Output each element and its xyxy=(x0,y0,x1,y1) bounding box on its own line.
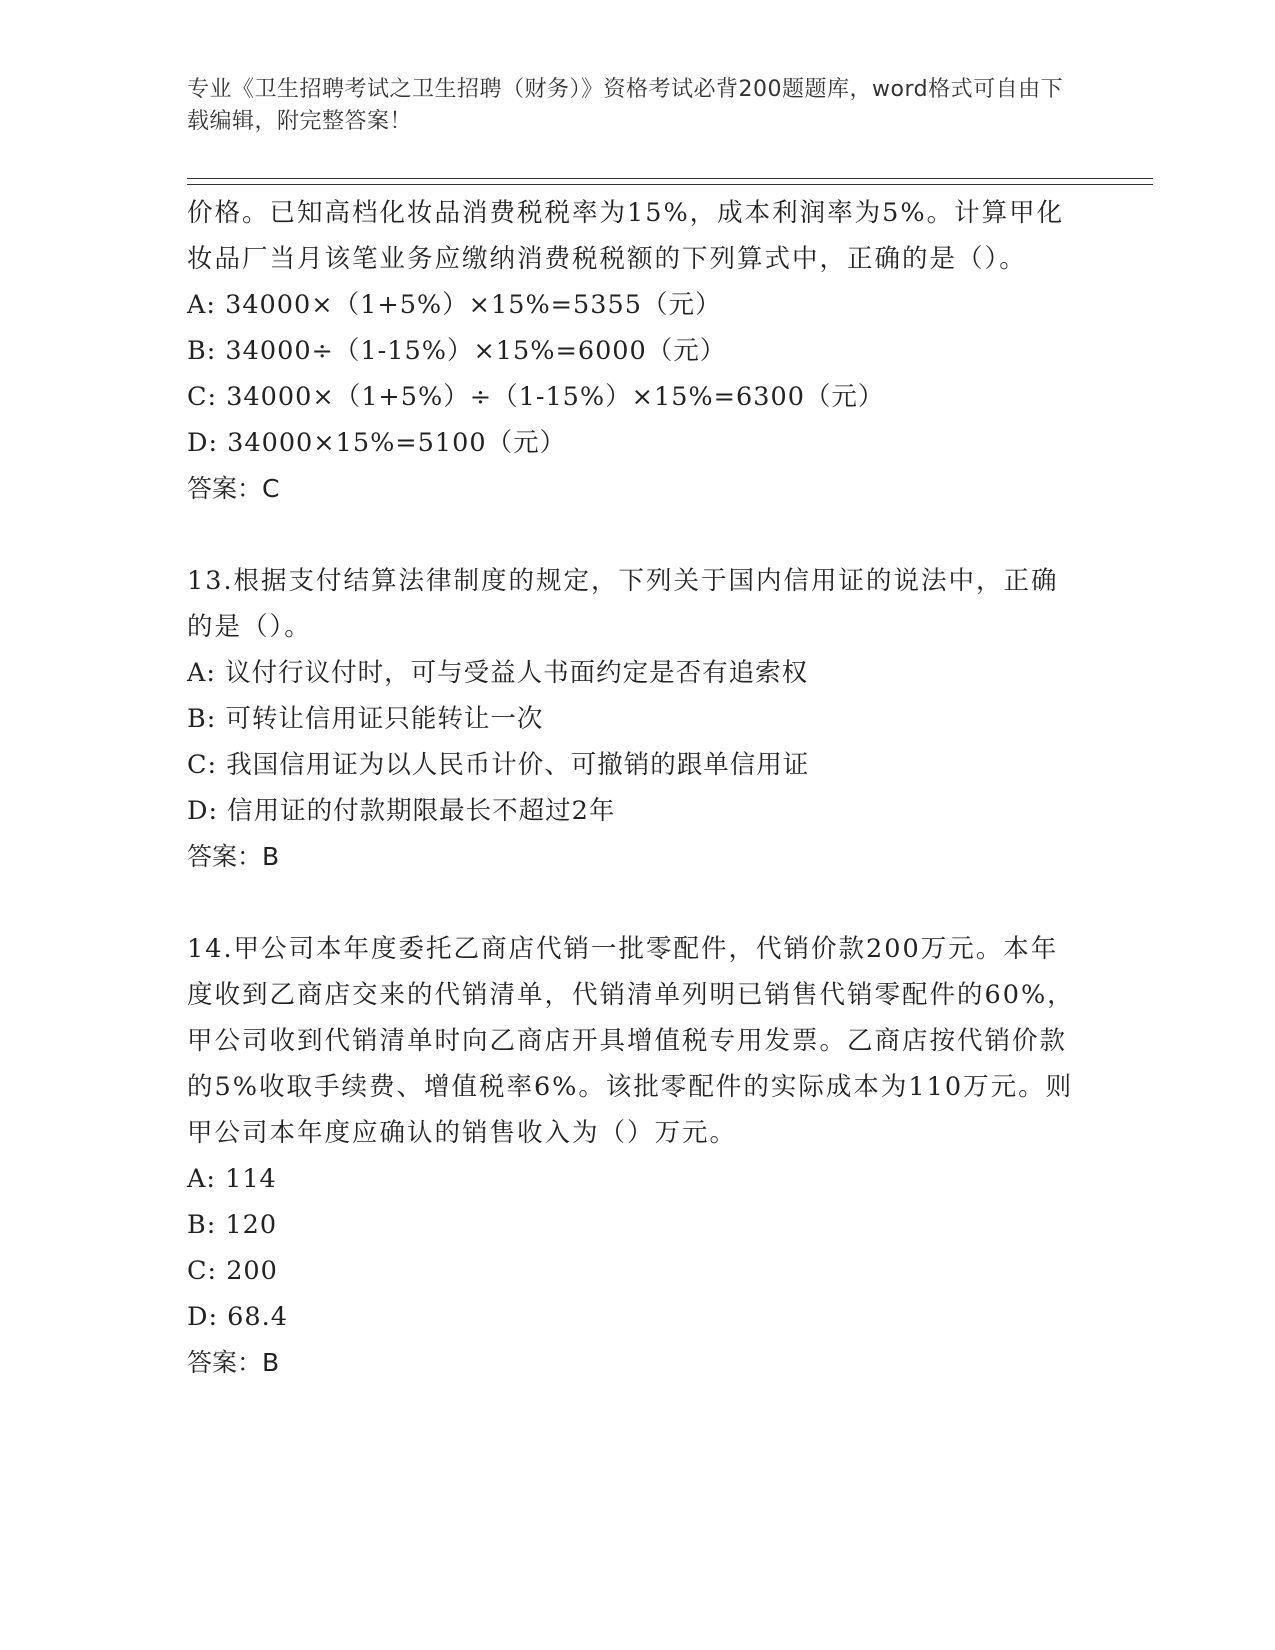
header-double-rule xyxy=(187,178,1153,185)
question-stem: 价格。已知高档化妆品消费税税率为15%，成本利润率为5%。计算甲化妆品厂当月该笔业务应缴纳消费税税额的下列算式中，正确的是（）。 xyxy=(187,198,1065,274)
answer-line: 答案：B xyxy=(187,1348,280,1377)
option-b: B: 34000÷（1-15%）×15%=6000（元） xyxy=(187,336,727,366)
question-14 xyxy=(187,926,1077,1386)
option-b: B: 120 xyxy=(187,1210,278,1240)
option-d: D: 信用证的付款期限最长不超过2年 xyxy=(187,796,616,826)
option-a: A: 34000×（1+5%）×15%=5355（元） xyxy=(187,290,722,320)
option-c: C: 我国信用证为以人民币计价、可撤销的跟单信用证 xyxy=(187,750,810,780)
document-header: 专业《卫生招聘考试之卫生招聘（财务）》资格考试必背200题题库，word格式可自由下载编辑，附完整答案！ xyxy=(187,77,1064,134)
option-a: A: 114 xyxy=(187,1164,277,1194)
option-a: A: 议付行议付时，可与受益人书面约定是否有追索权 xyxy=(187,658,809,688)
question-13 xyxy=(187,558,1077,880)
answer-line: 答案：C xyxy=(187,474,280,503)
option-d: D: 34000×15%=5100（元） xyxy=(187,428,567,458)
question-stem: 13.根据支付结算法律制度的规定，下列关于国内信用证的说法中，正确的是（）。 xyxy=(187,566,1059,642)
question-12-continued xyxy=(187,190,1077,512)
option-b: B: 可转让信用证只能转让一次 xyxy=(187,704,544,734)
option-c: C: 34000×（1+5%）÷（1-15%）×15%=6300（元） xyxy=(187,382,885,412)
option-d: D: 68.4 xyxy=(187,1302,288,1332)
option-c: C: 200 xyxy=(187,1256,278,1286)
question-stem: 14.甲公司本年度委托乙商店代销一批零配件，代销价款200万元。本年度收到乙商店交来的代销清单，代销清单列明已销售代销零配件的60%，甲公司收到代销清单时向乙商店开具增值税专用发票。乙商店按代销价款的5%收取手续费、增值税率6%。该批零配件的实际成本为110万元。则甲公司本年度应确认的销售收入为（）万元。 xyxy=(187,934,1075,1148)
document-body xyxy=(187,190,1077,1432)
answer-line: 答案：B xyxy=(187,842,280,871)
